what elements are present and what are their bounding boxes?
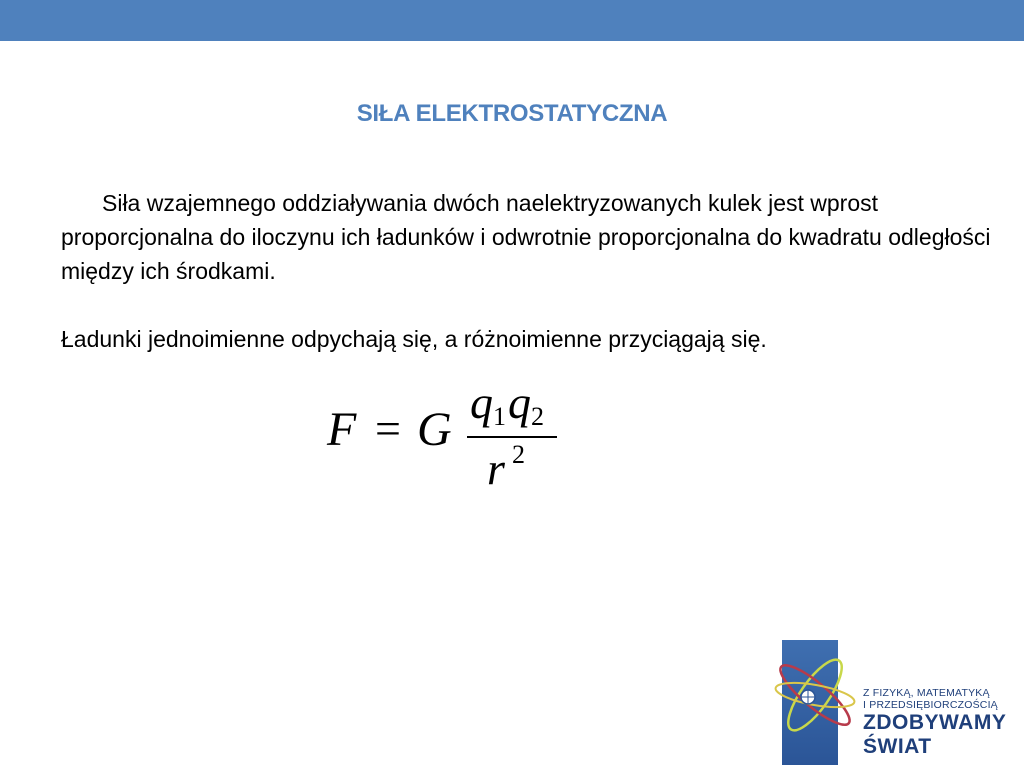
- logo-tagline: Z FIZYKĄ, MATEMATYKĄ I PRZEDSIĘBIORCZOŚCIĄ: [863, 687, 998, 711]
- formula-q1: q: [470, 377, 493, 428]
- formula-equals: =: [375, 403, 401, 454]
- formula-sub2: 2: [531, 402, 544, 431]
- project-logo: [770, 625, 1024, 768]
- formula-q2: q: [508, 377, 531, 428]
- fraction-bar: [467, 436, 557, 438]
- formula-distance: r: [487, 443, 505, 494]
- logo-name: ZDOBYWAMY ŚWIAT: [863, 711, 1007, 758]
- slide-body: [61, 186, 991, 356]
- slide-title: SIŁA ELEKTROSTATYCZNA: [356, 100, 668, 127]
- formula-sub1: 1: [493, 402, 506, 431]
- paragraph-charges: Ładunki jednoimienne odpychają się, a różnoimienne przyciągają się.: [61, 326, 767, 352]
- top-accent-bar: [0, 0, 1024, 41]
- formula-constant: G: [417, 403, 452, 456]
- paragraph-definition: Siła wzajemnego oddziaływania dwóch naelektryzowanych kulek jest wprost proporcjonalna do iloczynu ich ładunków i odwrotnie proporcjonalna do kwadratu odległości między ich środkami.: [61, 190, 991, 284]
- formula-exponent: 2: [512, 440, 525, 469]
- formula-force: F: [327, 403, 357, 456]
- coulomb-formula: [325, 377, 575, 500]
